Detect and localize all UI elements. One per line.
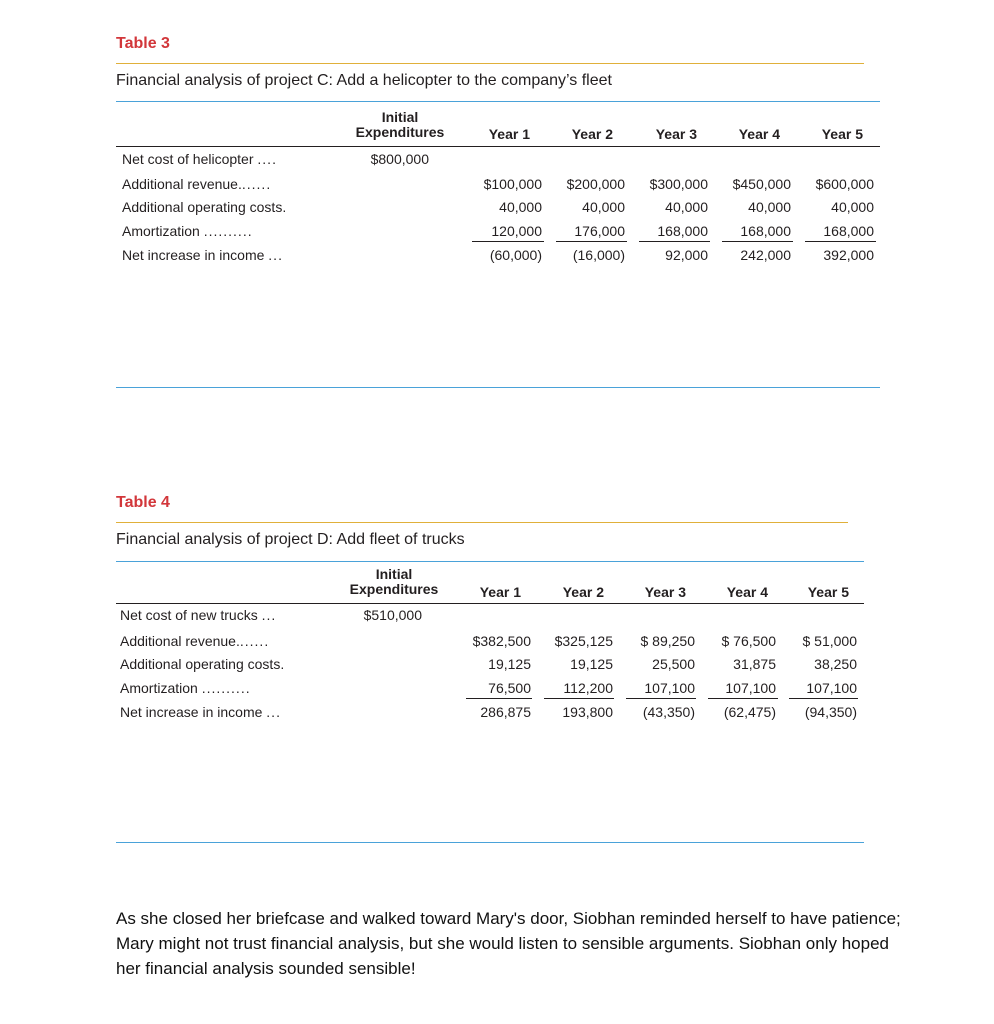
table-3-row-label: Amortization .......... bbox=[122, 223, 253, 239]
table-3-header-year-3: Year 3 bbox=[655, 126, 697, 142]
table-3-cell: (16,000) bbox=[572, 247, 625, 263]
table-4-header-year-5: Year 5 bbox=[807, 584, 849, 600]
table-4-cell: $ 89,250 bbox=[640, 633, 695, 649]
table-3-top-rule bbox=[116, 63, 864, 64]
table-4-cell: $325,125 bbox=[554, 633, 613, 649]
table-3-cell: $800,000 bbox=[370, 151, 429, 167]
header-initial-top: Initial bbox=[375, 566, 413, 582]
table-4-cell: 76,500 bbox=[488, 680, 531, 696]
table-3-cell: 40,000 bbox=[665, 199, 708, 215]
table-3-subtitle-rule bbox=[116, 101, 880, 102]
table-3-header-year-2: Year 2 bbox=[571, 126, 613, 142]
table-3-cell: 40,000 bbox=[499, 199, 542, 215]
table-3-row-label: Net cost of helicopter .... bbox=[122, 151, 277, 167]
table-4-cell: $382,500 bbox=[472, 633, 531, 649]
closing-paragraph: As she closed her briefcase and walked toward Mary's door, Siobhan reminded herself to have patience; Mary might not trust financial analysis, but she would listen to sensible arguments. Siobhan only hoped her financial analysis sounded sensible! bbox=[116, 909, 901, 978]
table-4-cell: (62,475) bbox=[723, 704, 776, 720]
table-4-cell: 107,100 bbox=[806, 680, 857, 696]
table-4-row-label: Net increase in income ... bbox=[120, 704, 281, 720]
table-4-cell: $ 51,000 bbox=[802, 633, 857, 649]
table-4-row-label: Additional operating costs. bbox=[120, 656, 285, 672]
table-4-cell: 19,125 bbox=[570, 656, 613, 672]
table-4-header-rule bbox=[116, 603, 864, 604]
table-4-subtitle: Financial analysis of project D: Add fleet of trucks bbox=[116, 531, 465, 548]
table-4-subtitle-rule bbox=[116, 561, 864, 562]
table-4-header-year-3: Year 3 bbox=[644, 584, 686, 600]
table-4-label: Table 4 bbox=[116, 494, 170, 511]
table-4-row-label: Amortization .......... bbox=[120, 680, 251, 696]
table-3-sum-rule bbox=[805, 241, 876, 242]
table-3-cell: $100,000 bbox=[483, 176, 542, 192]
table-3-header-rule bbox=[116, 146, 880, 147]
table-4-header-year-2: Year 2 bbox=[562, 584, 604, 600]
table-3-header-year-4: Year 4 bbox=[738, 126, 780, 142]
table-3-cell: (60,000) bbox=[489, 247, 542, 263]
header-initial-bottom: Expenditures bbox=[355, 124, 445, 140]
table-3-cell: 176,000 bbox=[574, 223, 625, 239]
table-3-label: Table 3 bbox=[116, 35, 170, 52]
table-4-cell: 112,200 bbox=[563, 680, 613, 696]
table-4-cell: 31,875 bbox=[733, 656, 776, 672]
table-3-cell: $200,000 bbox=[566, 176, 625, 192]
table-3-header-initial bbox=[344, 110, 456, 140]
table-3-cell: 168,000 bbox=[740, 223, 791, 239]
table-3-cell: $300,000 bbox=[649, 176, 708, 192]
table-3-cell: 92,000 bbox=[665, 247, 708, 263]
table-4-sum-rule bbox=[708, 698, 778, 699]
table-4-cell: 286,875 bbox=[480, 704, 531, 720]
table-3-sum-rule bbox=[472, 241, 544, 242]
table-3-header-year-5: Year 5 bbox=[821, 126, 863, 142]
table-4-sum-rule bbox=[789, 698, 858, 699]
table-4-cell: 38,250 bbox=[814, 656, 857, 672]
table-4-top-rule bbox=[116, 522, 848, 523]
table-3-sum-rule bbox=[556, 241, 627, 242]
table-3-cell: $600,000 bbox=[815, 176, 874, 192]
header-initial-bottom: Expenditures bbox=[349, 581, 439, 597]
table-4-bottom-rule bbox=[116, 842, 864, 843]
table-4-cell: (43,350) bbox=[642, 704, 695, 720]
table-3-cell: 40,000 bbox=[831, 199, 874, 215]
table-4-header-year-1: Year 1 bbox=[479, 584, 521, 600]
table-4-cell: 25,500 bbox=[652, 656, 695, 672]
table-3-row-label: Additional operating costs. bbox=[122, 199, 287, 215]
table-3-sum-rule bbox=[639, 241, 710, 242]
table-3-cell: 40,000 bbox=[748, 199, 791, 215]
table-4-header-initial bbox=[338, 567, 450, 597]
table-3-cell: 392,000 bbox=[823, 247, 874, 263]
table-3-cell: 120,000 bbox=[491, 223, 542, 239]
table-4-cell: 19,125 bbox=[488, 656, 531, 672]
table-3-sum-rule bbox=[722, 241, 793, 242]
table-4-cell: $ 76,500 bbox=[721, 633, 776, 649]
table-4-header-year-4: Year 4 bbox=[726, 584, 768, 600]
table-3-cell: 40,000 bbox=[582, 199, 625, 215]
table-3-row-label: Additional revenue....... bbox=[122, 176, 272, 192]
table-3-cell: 168,000 bbox=[823, 223, 874, 239]
table-4-cell: 107,100 bbox=[644, 680, 695, 696]
table-3-subtitle: Financial analysis of project C: Add a helicopter to the company’s fleet bbox=[116, 72, 612, 89]
table-3-row-label: Net increase in income ... bbox=[122, 247, 283, 263]
table-3-cell: $450,000 bbox=[732, 176, 791, 192]
header-initial-top: Initial bbox=[381, 109, 419, 125]
table-4-sum-rule bbox=[626, 698, 696, 699]
table-4-row-label: Additional revenue....... bbox=[120, 633, 270, 649]
table-4-cell: 193,800 bbox=[562, 704, 613, 720]
table-4-cell: 107,100 bbox=[725, 680, 776, 696]
table-4-cell: $510,000 bbox=[363, 607, 422, 623]
table-4-cell: (94,350) bbox=[804, 704, 857, 720]
table-3-bottom-rule bbox=[116, 387, 880, 388]
table-4-sum-rule bbox=[544, 698, 614, 699]
table-4-row-label: Net cost of new trucks ... bbox=[120, 607, 277, 623]
table-3-header-year-1: Year 1 bbox=[488, 126, 530, 142]
table-3-cell: 242,000 bbox=[740, 247, 791, 263]
table-3-cell: 168,000 bbox=[657, 223, 708, 239]
table-4-sum-rule bbox=[466, 698, 532, 699]
